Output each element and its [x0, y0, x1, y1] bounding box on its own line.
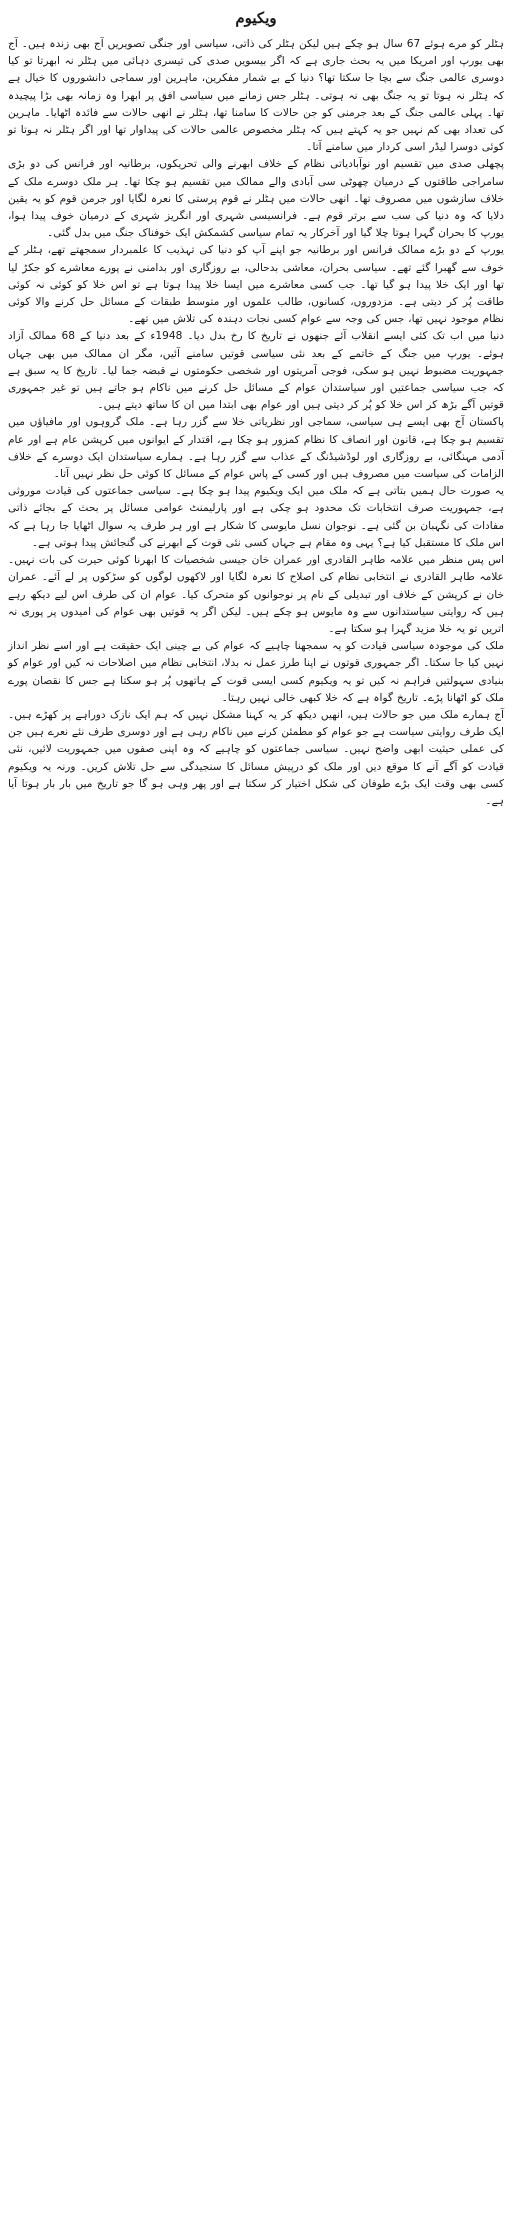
article-paragraph: پاکستان آج بھی ایسے ہی سیاسی، سماجی اور نظریاتی خلا سے گزر رہا ہے۔ ملک گروہوں اور مافیاؤں میں تقسیم ہو چکا ہے، قانون اور انصاف کا نظام کمزور ہو چکا ہے، اقتدار کے ایوانوں میں کرپشن عام ہے اور عام آدمی مہنگائی، بے روزگاری اور لوڈشیڈنگ کے عذاب سے گزر رہا ہے۔ ہمارے سیاستدان ایک دوسرے کے خلاف الزامات کی سیاست میں مصروف ہیں اور کسی کے پاس عوام کے مسائل کا کوئی حل نظر نہیں آتا۔ — [8, 416, 504, 481]
article-paragraph: اس پس منظر میں علامہ طاہر القادری اور عمران خان جیسی شخصیات کا ابھرنا کوئی حیرت کی بات نہیں۔ علامہ طاہر القادری نے انتخابی نظام کی اصلاح کا نعرہ لگایا اور لاکھوں لوگوں کو سڑکوں پر لے آئے۔ عمران خان نے کرپشن کے خلاف اور تبدیلی کے نام پر نوجوانوں کو متحرک کیا۔ عوام ان کی طرف اس لیے دیکھ رہے ہیں کہ روایتی سیاستدانوں سے وہ مایوس ہو چکے ہیں۔ لیکن اگر یہ قوتیں بھی عوام کی امیدوں پر پوری نہ اتریں تو یہ خلا مزید گہرا ہو سکتا ہے۔ — [8, 554, 504, 635]
article-paragraph: آج ہمارے ملک میں جو حالات ہیں، انھیں دیکھ کر یہ کہنا مشکل نہیں کہ ہم ایک نازک دوراہے پر کھڑے ہیں۔ ایک طرف روایتی سیاست ہے جو عوام کو مطمئن کرنے میں ناکام رہی ہے اور دوسری طرف نئے نعرے ہیں جن کی عملی حیثیت ابھی واضح نہیں۔ سیاسی جماعتوں کو چاہیے کہ وہ اپنی صفوں میں جمہوریت لائیں، نئی قیادت کو آگے آنے کا موقع دیں اور ملک کو درپیش مسائل کا سنجیدگی سے حل تلاش کریں۔ ورنہ یہ ویکیوم کسی بھی وقت ایک بڑے طوفان کی شکل اختیار کر سکتا ہے اور پھر وہی ہو گا جو تاریخ میں بار بار ہوتا آیا ہے۔ — [8, 708, 504, 807]
article-paragraph: پچھلی صدی میں تقسیم اور نوآبادیاتی نظام کے خلاف ابھرنے والی تحریکوں، برطانیہ اور فرانس کی دو بڑی سامراجی طاقتوں کے درمیان چھوٹی سی آبادی والے ممالک میں تقسیم ہو چکا تھا۔ ہر ملک دوسرے ملک کے خلاف سازشوں میں مصروف تھا۔ انھی حالات میں ہٹلر نے قوم پرستی کا نعرہ لگایا اور جرمن قوم کو یہ یقین دلایا کہ وہ دنیا کی سب سے برتر قوم ہے۔ فرانسیسی شہری اور انگریز شہری کے درمیان خوف پیدا ہوا، یورپ کا بحران گہرا ہوتا چلا گیا اور آخرکار یہ تمام سیاسی کشمکش ایک خوفناک جنگ میں بدل گئی۔ — [8, 158, 504, 240]
article-paragraph: ملک کی موجودہ سیاسی قیادت کو یہ سمجھنا چاہیے کہ عوام کی بے چینی ایک حقیقت ہے اور اسے نظر انداز نہیں کیا جا سکتا۔ اگر جمہوری قوتوں نے اپنا طرز عمل نہ بدلا، انتخابی نظام میں اصلاحات نہ کیں اور عوام کو بنیادی سہولتیں فراہم نہ کیں تو یہ ویکیوم کسی ایسی قوت کے ہاتھوں پُر ہو سکتا ہے جس کا نقصان پورے ملک کو اٹھانا پڑے۔ تاریخ گواہ ہے کہ خلا کبھی خالی نہیں رہتا۔ — [8, 640, 504, 704]
article-paragraph: دنیا میں اب تک کئی ایسے انقلاب آئے جنھوں نے تاریخ کا رخ بدل دیا۔ 1948ء کے بعد دنیا کے 68 ممالک آزاد ہوئے۔ یورپ میں جنگ کے خاتمے کے بعد نئی سیاسی قوتیں سامنے آئیں، مگر ان ممالک میں بھی جہاں جمہوریت مضبوط نہیں ہو سکی، فوجی آمریتوں اور شخصی حکومتوں نے قبضہ جما لیا۔ تاریخ کا یہ سبق ہے کہ جب سیاسی جماعتیں اور سیاستدان عوام کے مسائل حل کرنے میں ناکام ہو جاتے ہیں تو غیر جمہوری قوتیں آگے بڑھ کر اس خلا کو پُر کر دیتی ہیں اور عوام بھی ابتدا میں ان کا ساتھ دیتے ہیں۔ — [8, 330, 505, 412]
article-paragraph: یورپ کے دو بڑے ممالک فرانس اور برطانیہ جو اپنے آپ کو دنیا کی تہذیب کا علمبردار سمجھتے تھے، ہٹلر کے خوف سے گھبرا گئے تھے۔ سیاسی بحران، معاشی بدحالی، بے روزگاری اور بدامنی نے پورے معاشرے کو جکڑ لیا تھا اور ایک خلا پیدا ہو گیا تھا۔ جب کسی معاشرے میں ایسا خلا پیدا ہوتا ہے تو اس خلا کو کوئی نہ کوئی طاقت پُر کر دیتی ہے۔ مزدوروں، کسانوں، طالب علموں اور متوسط طبقات کے مسائل حل کرنے والا کوئی نظام موجود نہیں تھا، جس کی وجہ سے عوام کسی نجات دہندہ کی تلاش میں تھے۔ — [8, 244, 504, 326]
article-paragraph: ہٹلر کو مرے ہوئے 67 سال ہو چکے ہیں لیکن ہٹلر کی ذاتی، سیاسی اور جنگی تصویریں آج بھی زندہ ہیں۔ آج بھی یورپ اور امریکا میں یہ بحث جاری ہے کہ اگر بیسویں صدی کی تیسری دہائی میں ہٹلر نہ ابھرتا تو کیا دوسری عالمی جنگ سے بچا جا سکتا تھا؟ دنیا کے بے شمار مفکرین، ماہرین اور سماجی دانشوروں کا خیال ہے کہ ہٹلر نہ ہوتا تو یہ جنگ بھی نہ ہوتی۔ ہٹلر جس زمانے میں سیاسی افق پر ابھرا وہ زمانہ بھی بڑا پیچیدہ تھا۔ پہلی عالمی جنگ کے بعد جرمنی کو جن حالات کا سامنا تھا، ہٹلر نے انھی حالات سے فائدہ اٹھایا۔ ماہرین کی تعداد بھی کم نہیں جو یہ کہتے ہیں کہ ہٹلر مخصوص عالمی حالات کی پیداوار تھا اور اگر ہٹلر نہ ہوتا تو کوئی دوسرا لیڈر اسی کردار میں سامنے آتا۔ — [8, 38, 504, 154]
article-title: ویکیوم — [235, 9, 277, 27]
article-paragraph: یہ صورت حال ہمیں بتاتی ہے کہ ملک میں ایک ویکیوم پیدا ہو چکا ہے۔ سیاسی جماعتوں کی قیادت موروثی ہے، جمہوریت صرف انتخابات تک محدود ہو چکی ہے اور پارلیمنٹ عوامی مسائل پر بحث کے بجائے ذاتی مفادات کی نگہبان بن گئی ہے۔ نوجوان نسل مایوسی کا شکار ہے اور ہر طرف یہ سوال اٹھایا جا رہا ہے کہ اس ملک کا مستقبل کیا ہے؟ یہی وہ مقام ہے جہاں کسی نئی قوت کے ابھرنے کی گنجائش پیدا ہوتی ہے۔ — [8, 485, 504, 549]
